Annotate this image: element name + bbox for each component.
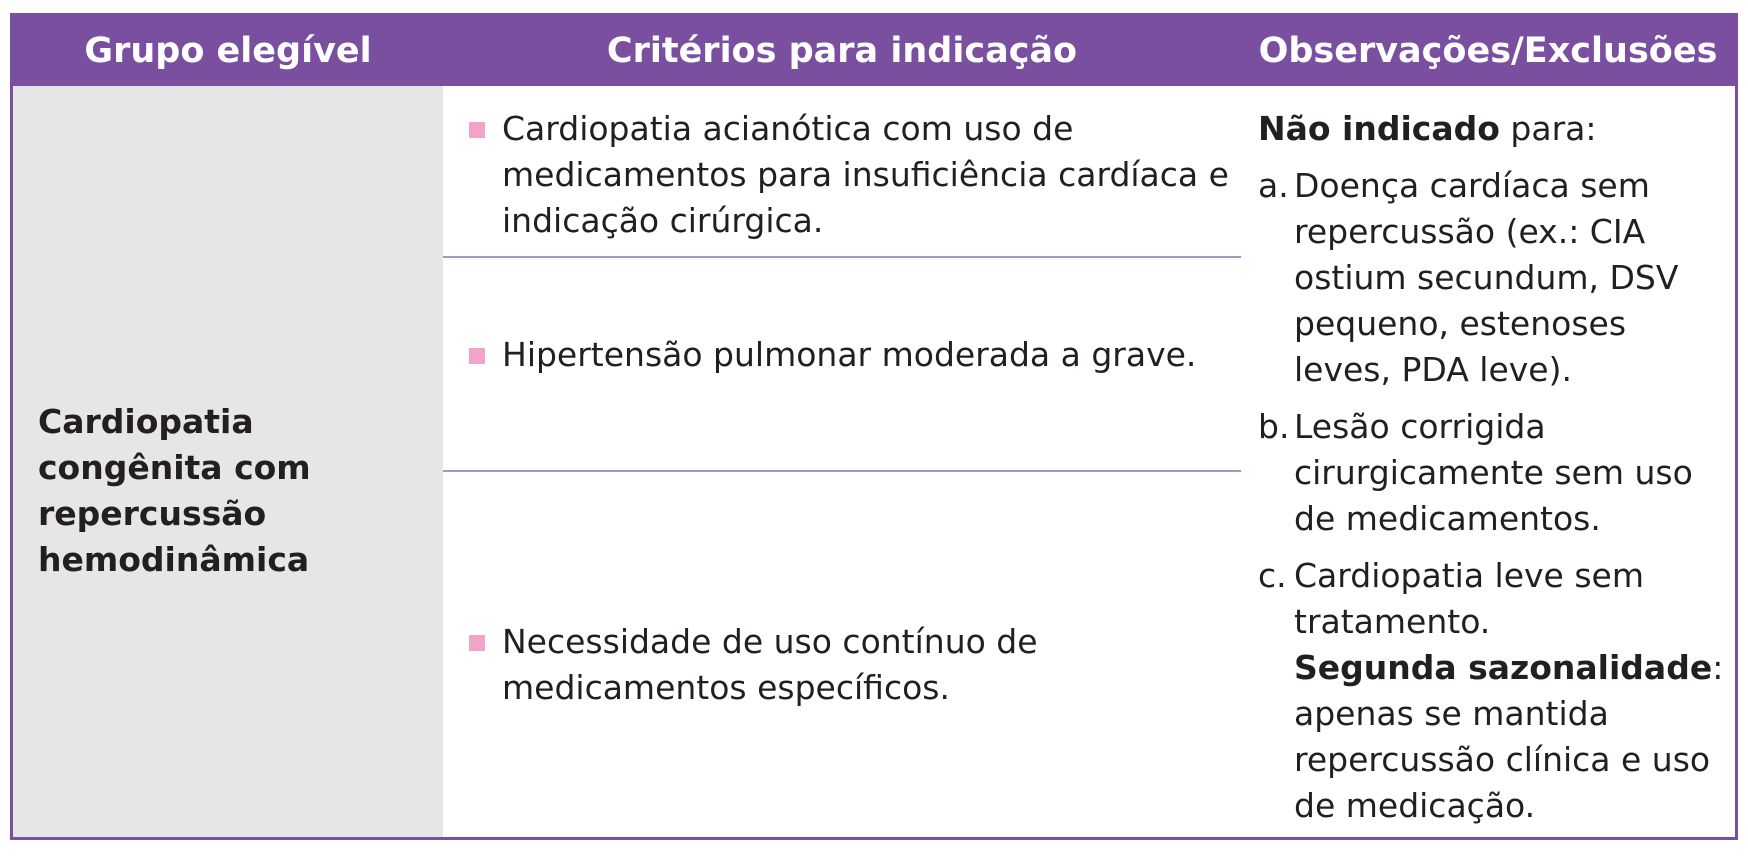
item-marker: c. (1258, 556, 1287, 595)
observation-item (1258, 163, 1728, 393)
bullet-icon (469, 122, 485, 138)
observation-item (1258, 404, 1728, 542)
criteria-table (10, 13, 1738, 840)
not-indicated-label: Não indicado (1258, 109, 1500, 148)
group-label: Cardiopatia congênita com repercussão hemodinâmica (38, 402, 311, 579)
table-header (13, 16, 1735, 86)
observations-intro (1258, 106, 1728, 152)
bullet-icon (469, 635, 485, 651)
criteria-text: Necessidade de uso contínuo de medicamentos específicos. (502, 622, 1038, 707)
header-group: Grupo elegível (84, 31, 372, 71)
header-observations: Observações/Exclusões (1258, 31, 1718, 71)
second-season-text: : apenas se mantida repercussão clínica e uso de medicação. (1294, 648, 1724, 825)
item-marker: a. (1258, 166, 1289, 205)
observations-cell (1258, 106, 1728, 840)
bullet-icon (469, 348, 485, 364)
item-text: Doença cardíaca sem repercussão (ex.: CIA ostium secundum, DSV pequeno, estenoses leves, PDA leve). (1294, 166, 1679, 389)
second-season-note (1294, 645, 1728, 829)
observation-item (1258, 553, 1728, 829)
header-criteria: Critérios para indicação (606, 31, 1078, 71)
criteria-row (443, 257, 1241, 471)
item-text: Lesão corrigida cirurgicamente sem uso de medicamentos. (1294, 407, 1693, 538)
item-marker: b. (1258, 407, 1290, 446)
group-cell (13, 86, 443, 837)
second-season-label: Segunda sazonalidade (1294, 648, 1713, 687)
criteria-text: Hipertensão pulmonar moderada a grave. (502, 335, 1197, 374)
criteria-text: Cardiopatia acianótica com uso de medicamentos para insuficiência cardíaca e indicação cirúrgica. (502, 109, 1229, 240)
criteria-row (443, 471, 1241, 837)
intro-rest: para: (1499, 109, 1597, 148)
item-text: Cardiopatia leve sem tratamento. (1294, 556, 1644, 641)
criteria-row (443, 86, 1241, 257)
